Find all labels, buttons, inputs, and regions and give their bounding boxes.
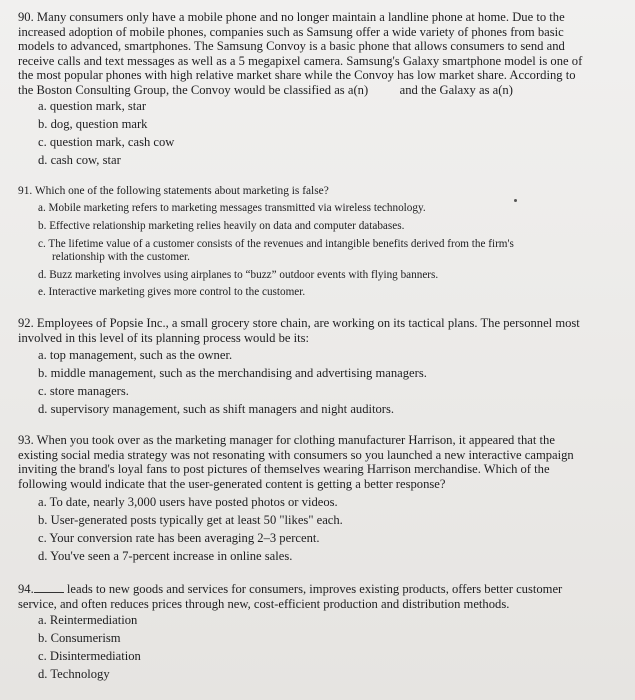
question-93-stem: 93. When you took over as the marketing manager for clothing manufacturer Harrison, it appeared that the existing social media strategy was not resonating with consumers so you launched a new interactive campaign inviting the brand's loyal fans to post pictures of themselves wearing Harrison merchandise. Which of the following would indicate that the user-generated content is getting a better response? [18, 433, 574, 491]
question-number: 94. [18, 582, 34, 596]
speck-mark [514, 199, 517, 202]
option-93-d[interactable]: d. You've seen a 7-percent increase in online sales. [38, 549, 293, 563]
option-94-b[interactable]: b. Consumerism [38, 631, 121, 645]
option-90-b[interactable]: b. dog, question mark [38, 117, 148, 131]
option-91-d[interactable]: d. Buzz marketing involves using airplanes to “buzz” outdoor events with flying banners. [38, 269, 439, 281]
option-90-c[interactable]: c. question mark, cash cow [38, 135, 175, 149]
question-number: 92. [18, 316, 34, 330]
option-91-a[interactable]: a. Mobile marketing refers to marketing messages transmitted via wireless technology. [38, 202, 426, 214]
option-94-d[interactable]: d. Technology [38, 667, 110, 681]
question-94-stem: 94. leads to new goods and services for consumers, improves existing products, offers better customer service, and often reduces prices through new, cost-efficient production and distribution methods. [18, 582, 563, 611]
answer-blank [34, 582, 64, 593]
option-91-e[interactable]: e. Interactive marketing gives more control to the customer. [38, 286, 306, 298]
option-91-c[interactable]: c. The lifetime value of a customer consists of the revenues and intangible benefits derived from the firm's [38, 238, 514, 250]
option-94-a[interactable]: a. Reintermediation [38, 613, 138, 627]
question-92-stem: 92. Employees of Popsie Inc., a small grocery store chain, are working on its tactical plans. The personnel most involved in this level of its planning process would be its: [18, 316, 580, 345]
question-91-stem: 91. Which one of the following statements about marketing is false? [18, 185, 329, 197]
question-number: 90. [18, 10, 34, 24]
option-91-c-continued: relationship with the customer. [52, 251, 190, 263]
option-90-a[interactable]: a. question mark, star [38, 99, 147, 113]
option-93-c[interactable]: c. Your conversion rate has been averaging 2–3 percent. [38, 531, 320, 545]
option-92-d[interactable]: d. supervisory management, such as shift managers and night auditors. [38, 402, 395, 416]
option-92-b[interactable]: b. middle management, such as the merchandising and advertising managers. [38, 366, 427, 380]
option-92-c[interactable]: c. store managers. [38, 384, 129, 398]
option-91-b[interactable]: b. Effective relationship marketing relies heavily on data and computer databases. [38, 220, 405, 232]
option-92-a[interactable]: a. top management, such as the owner. [38, 348, 233, 362]
option-90-d[interactable]: d. cash cow, star [38, 153, 121, 167]
question-number: 91. [18, 185, 33, 197]
option-93-b[interactable]: b. User-generated posts typically get at least 50 "likes" each. [38, 513, 343, 527]
question-number: 93. [18, 433, 34, 447]
question-90-stem: 90. Many consumers only have a mobile phone and no longer maintain a landline phone at home. Due to the increased adoption of mobile phones, companies such as Samsung offer a wide variety of phones from basic models to advanced, smartphones. The Samsung Convoy is a basic phone that allows consumers to send and receive calls and text messages as well as a 5 megapixel camera. Samsung's Galaxy smartphone model is one of the most popular phones with high relative market share while the Convoy has low market share. According to the Boston Consulting Group, the Convoy would be classified as a(n) and the Galaxy as a(n) [18, 10, 583, 97]
option-93-a[interactable]: a. To date, nearly 3,000 users have posted photos or videos. [38, 495, 338, 509]
option-94-c[interactable]: c. Disintermediation [38, 649, 141, 663]
